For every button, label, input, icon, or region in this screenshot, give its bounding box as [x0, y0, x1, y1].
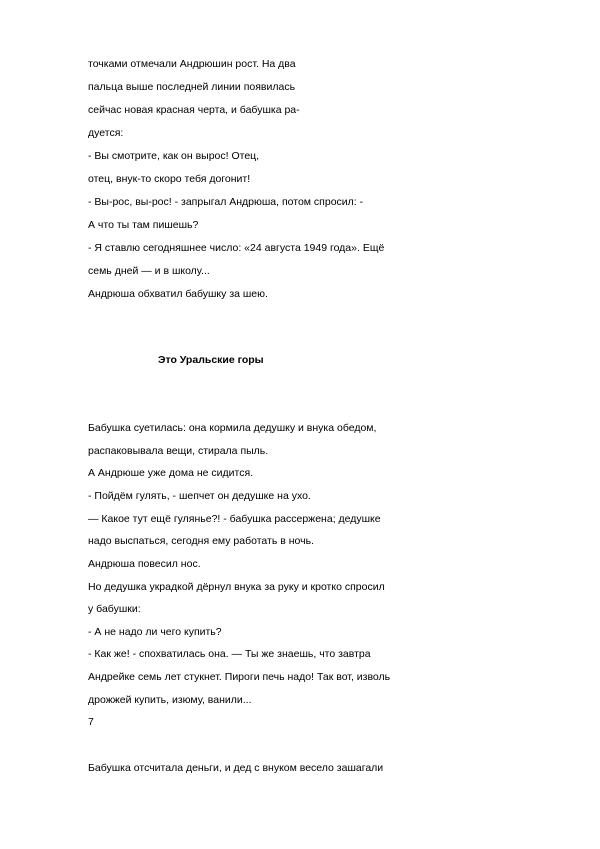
text-line: надо выспаться, сегодня ему работать в ночь. [88, 535, 314, 547]
text-line: точками отмечали Андрюшин рост. На два [88, 58, 296, 70]
text-line: пальца выше последней линии появилась [88, 81, 296, 93]
text-line: Андрюша обхватил бабушку за шею. [88, 288, 268, 300]
text-line: - Вы смотрите, как он вырос! Отец, [88, 150, 260, 162]
text-line: - Вы-рос, вы-рос! - запрыгал Андрюша, потом спросил: - [88, 196, 364, 208]
text-line: Но дедушка украдкой дёрнул внука за руку и кротко спросил [88, 581, 385, 593]
text-line: распаковывала вещи, стирала пыль. [88, 445, 269, 457]
text-line: - А не надо ли чего купить? [88, 626, 222, 638]
text-line: у бабушки: [88, 603, 141, 615]
text-line: Бабушка отсчитала деньги, и дед с внуком весело зашагали [88, 762, 384, 774]
text-line: отец, внук-то скоро тебя догонит! [88, 173, 251, 185]
page-number: 7 [88, 716, 94, 728]
text-line: дуется: [88, 127, 124, 139]
text-line: Андрейке семь лет стукнет. Пироги печь надо! Так вот, изволь [88, 671, 391, 683]
text-line: — Какое тут ещё гулянье?! - бабушка рассержена; дедушке [88, 513, 381, 525]
text-line: - Я ставлю сегодняшнее число: «24 августа 1949 года». Ещё [88, 242, 385, 254]
text-line: дрожжей купить, изюму, ванили... [88, 694, 252, 706]
text-line: - Пойдём гулять, - шепчет он дедушке на ухо. [88, 490, 311, 502]
text-line: А Андрюше уже дома не сидится. [88, 467, 254, 479]
text-line: - Как же! - спохватилась она. — Ты же знаешь, что завтра [88, 648, 371, 660]
text-line: семь дней — и в школу... [88, 265, 210, 277]
text-line: А что ты там пишешь? [88, 219, 199, 231]
text-line: Бабушка суетилась: она кормила дедушку и внука обедом, [88, 422, 377, 434]
chapter-heading: Это Уральские горы [158, 354, 264, 366]
text-line: Андрюша повесил нос. [88, 558, 201, 570]
text-line: сейчас новая красная черта, и бабушка ра- [88, 104, 300, 116]
